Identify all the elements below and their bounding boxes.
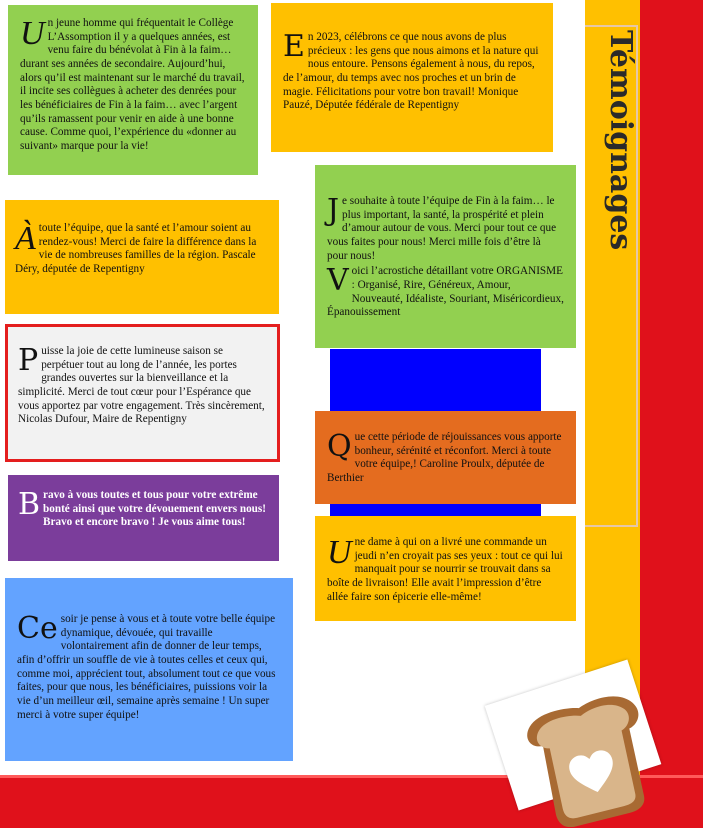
testimonial-text: ne dame à qui on a livré une commande un jeudi n’en croyait pas ses yeux : tout ce qui lui manquait pour se nourrir se trouvait dans sa boîte de livraison! Elle avait l’impression d’être allée faire son épicerie elle-même! — [327, 536, 563, 603]
drop-cap: J — [327, 193, 340, 228]
testimonial-text: uisse la joie de cette lumineuse saison se perpétuer tout au long de l’année, les portes grandes ouvertes sur la bienveillance et la simplicité. Merci de tout cœur pour l’Espérance que vous apportez par votre engagement. Très sincèrement, Nicolas Dufour, Maire de Repentigny — [18, 345, 265, 426]
drop-cap: Q — [327, 429, 352, 464]
page-heading: Témoignages — [603, 30, 638, 251]
drop-cap: V — [327, 263, 349, 299]
drop-cap: À — [15, 220, 36, 257]
testimonial-monique-pauze — [271, 3, 553, 152]
drop-cap: E — [283, 29, 305, 64]
testimonial-nicolas-dufour — [5, 324, 280, 462]
testimonial-bravo — [8, 475, 279, 561]
testimonial-pascale-dery — [5, 200, 279, 314]
testimonial-text: e souhaite à toute l’équipe de Fin à la faim… le plus important, la santé, la prospérité et plein d’amour autour de vous. Merci pour tout ce que vous faites pour nous! Merci mille fois d’être là pour nous! — [327, 195, 557, 262]
testimonial-text: soir je pense à vous et à toute votre belle équipe dynamique, dévouée, qui travaille volontairement afin de donner de leur temps, afin d’offrir un souffle de vie à toutes celles et ceux qui, comme moi, apprécient tout, absolument tout ce que vous faites, pour que nous, les bénéficiaires, puissions voir la vie d’un meilleur œil, semaine après semaine ! Un super merci à votre super équipe! — [17, 613, 276, 721]
drop-cap: P — [18, 343, 39, 378]
testimonial-ce-soir — [5, 578, 293, 761]
testimonial-livraison — [315, 516, 576, 621]
testimonial-text: n jeune homme qui fréquentait le Collège L’Assomption il y a quelques années, est venu faire du bénévolat à Fin à la faim… durant ses années de secondaire. Aujourd’hui, alors qu’il est maintenant sur le marché du travail, il incite ses collègues à acheter des denrées pour les bénéficiaires de Fin à la faim… avec l’argent qu’ils ramassent pour venir en aide à une bonne cause. Comme quoi, l’expérience du «donner au suivant» marque pour la vie! — [20, 17, 245, 152]
testimonial-paragraph — [327, 195, 564, 263]
testimonial-text: ravo à vous toutes et tous pour votre extrême bonté ainsi que votre dévouement envers nous! Bravo et encore bravo ! Je vous aime tous! — [43, 489, 266, 529]
drop-cap: U — [327, 534, 352, 571]
toast-heart-icon — [520, 695, 660, 827]
drop-cap: B — [18, 487, 41, 522]
testimonial-text: oici l’acrostiche détaillant votre ORGANISME : Organisé, Rire, Généreux, Amour, Nouveauté, Idéaliste, Souriant, Miséricordieux, Épanouissement — [327, 265, 564, 319]
drop-cap: Ce — [17, 611, 58, 646]
testimonial-text: ue cette période de réjouissances vous apporte bonheur, sérénité et réconfort. Merci à toute votre équipe,! Caroline Proulx, députée de Berthier — [327, 431, 562, 484]
testimonial-text: n 2023, célébrons ce que nous avons de plus précieux : les gens que nous aimons et la nature qui nous entoure. Pensons également à nous, du repos, de l’amour, du temps avec nos proches et un brin de magie. Félicitations pour votre bon travail! Monique Pauzé, Députée fédérale de Repentigny — [283, 31, 539, 112]
testimonial-acrostiche — [315, 165, 576, 348]
testimonial-college-volunteer — [8, 5, 258, 175]
testimonial-text: toute l’équipe, que la santé et l’amour soient au rendez-vous! Merci de faire la différence dans la vie de nombreuses familles de la région. Pascale Déry, députée de Repentigny — [15, 222, 257, 275]
drop-cap: U — [20, 15, 45, 52]
testimonial-caroline-proulx — [315, 411, 576, 504]
testimonial-paragraph — [327, 265, 564, 320]
